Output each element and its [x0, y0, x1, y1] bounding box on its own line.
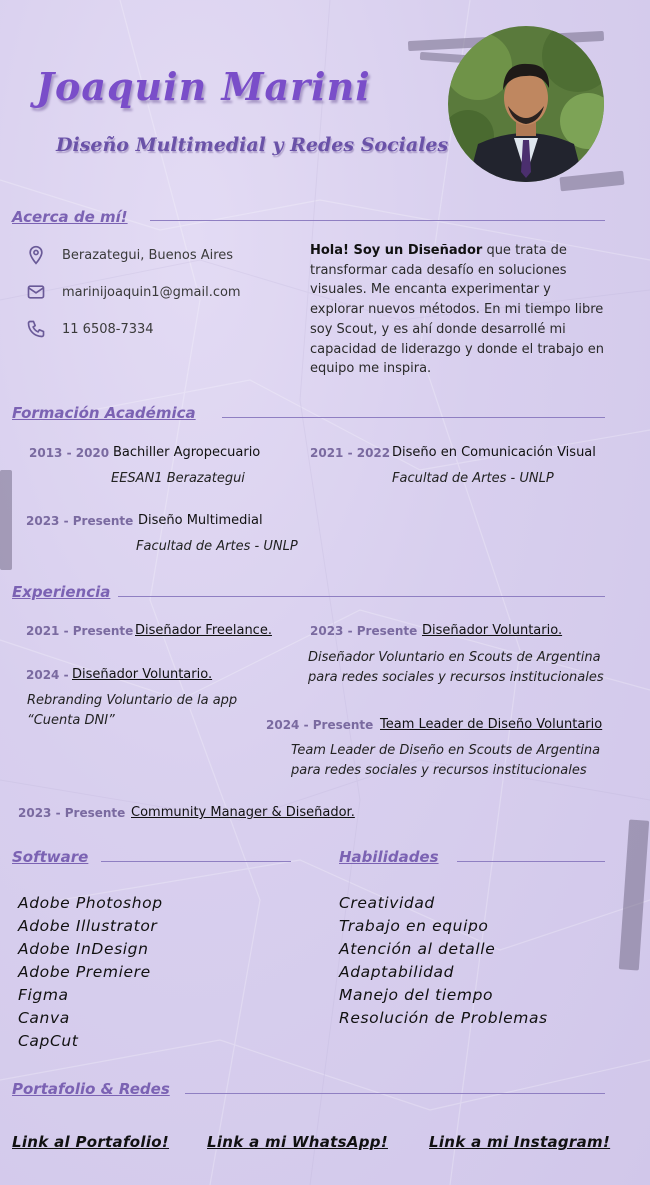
mail-icon	[26, 282, 46, 302]
experience-description: Rebranding Voluntario de la app “Cuenta DNI”	[27, 693, 238, 728]
bio-text: que trata de transformar cada desafío en soluciones visuales. Me encanta experimentar y explorar nuevos métodos. En mi tiempo libre soy Scout, y es ahí donde desarrollé mi capacidad de liderazgo y donde el trabajo en equipo me inspira.	[310, 243, 604, 377]
experience-years: 2023 - Presente	[310, 624, 418, 638]
section-divider	[150, 220, 605, 221]
bio-paragraph	[310, 241, 608, 379]
list-item: Manejo del tiempo	[339, 986, 494, 1004]
about-heading: Acerca de mí!	[12, 208, 128, 226]
experience-years: 2024 - Presente	[266, 718, 374, 732]
list-item: Adobe InDesign	[18, 940, 149, 958]
list-item: Creatividad	[339, 894, 435, 912]
software-list	[18, 892, 163, 1053]
contact-location-text: Berazategui, Buenos Aires	[62, 247, 234, 263]
list-item: Resolución de Problemas	[339, 1009, 548, 1027]
person-title: Diseño Multimedial y Redes Sociales	[56, 134, 449, 156]
contact-phone[interactable]	[26, 319, 154, 339]
profile-photo	[448, 26, 604, 182]
experience-title: Diseñador Voluntario.	[422, 623, 563, 638]
contact-email[interactable]	[26, 282, 241, 302]
experience-years: 2024 -	[26, 668, 69, 682]
list-item: Atención al detalle	[339, 940, 496, 958]
person-name: Joaquin Marini	[36, 64, 371, 109]
software-heading: Software	[12, 848, 89, 866]
education-heading: Formación Académica	[12, 404, 196, 422]
experience-heading: Experiencia	[12, 583, 111, 601]
brush-stroke	[0, 470, 12, 570]
experience-title: Diseñador Freelance.	[135, 623, 272, 638]
list-item: Adobe Illustrator	[18, 917, 158, 935]
instagram-link[interactable]: Link a mi Instagram!	[429, 1133, 611, 1151]
education-place: Facultad de Artes - UNLP	[136, 539, 298, 554]
section-divider	[222, 417, 605, 418]
education-years: 2021 - 2022	[310, 446, 391, 460]
experience-description: Diseñador Voluntario en Scouts de Argentina para redes sociales y recursos institucionales	[308, 650, 604, 685]
education-years: 2013 - 2020	[29, 446, 110, 460]
list-item: CapCut	[18, 1032, 79, 1050]
list-item: Trabajo en equipo	[339, 917, 489, 935]
phone-icon	[26, 319, 46, 339]
contact-email-text[interactable]: marinijoaquin1@gmail.com	[62, 284, 241, 300]
section-divider	[185, 1093, 605, 1094]
experience-description: Team Leader de Diseño en Scouts de Argentina para redes sociales y recursos institucionales	[291, 743, 601, 778]
list-item: Adobe Photoshop	[18, 894, 163, 912]
experience-title: Community Manager & Diseñador.	[131, 805, 355, 820]
whatsapp-link[interactable]: Link a mi WhatsApp!	[207, 1133, 388, 1151]
education-title: Bachiller Agropecuario	[113, 445, 261, 460]
skills-list	[339, 892, 548, 1030]
education-title: Diseño en Comunicación Visual	[392, 445, 596, 460]
list-item: Figma	[18, 986, 69, 1004]
portfolio-heading: Portafolio & Redes	[12, 1080, 170, 1098]
education-place: EESAN1 Berazategui	[111, 471, 245, 486]
section-divider	[457, 861, 605, 862]
experience-years: 2023 - Presente	[18, 806, 126, 820]
contact-phone-text[interactable]: 11 6508-7334	[62, 321, 154, 337]
list-item: Adobe Premiere	[18, 963, 151, 981]
experience-title: Diseñador Voluntario.	[72, 667, 213, 682]
bio-bold: Hola! Soy un Diseñador	[310, 243, 483, 258]
education-years: 2023 - Presente	[26, 514, 134, 528]
experience-title: Team Leader de Diseño Voluntario	[380, 717, 603, 732]
location-pin-icon	[26, 245, 46, 265]
experience-years: 2021 - Presente	[26, 624, 134, 638]
list-item: Canva	[18, 1009, 70, 1027]
education-title: Diseño Multimedial	[138, 513, 263, 528]
education-place: Facultad de Artes - UNLP	[392, 471, 554, 486]
section-divider	[118, 596, 605, 597]
portfolio-link[interactable]: Link al Portafolio!	[12, 1133, 170, 1151]
skills-heading: Habilidades	[339, 848, 439, 866]
contact-location	[26, 245, 233, 265]
list-item: Adaptabilidad	[339, 963, 455, 981]
section-divider	[101, 861, 291, 862]
